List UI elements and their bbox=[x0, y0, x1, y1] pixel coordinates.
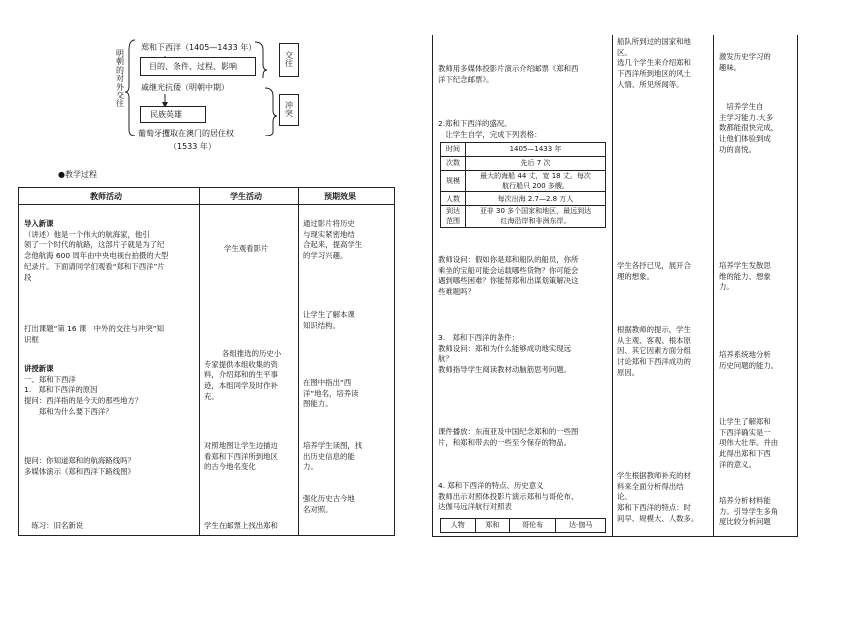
grand-table-label: 到达 范围 bbox=[441, 206, 466, 227]
c2-line: 人情、所见所闻等。 bbox=[617, 79, 684, 89]
intro-title: 导入新课 bbox=[24, 219, 54, 228]
student-expert bbox=[204, 349, 296, 403]
effect-5 bbox=[303, 494, 391, 515]
effect-line: 强化历史古今地 bbox=[303, 494, 355, 503]
c2-analyze bbox=[617, 325, 711, 379]
diagram-resist-line: 戚继光抗倭（明朝中期） bbox=[141, 83, 229, 92]
grand-table-value: 亚非 30 多个国家和地区，最远到达 红海沿岸和非洲东岸。 bbox=[466, 206, 606, 227]
student-expert-line: 迹，本组同学及时作补 bbox=[204, 381, 278, 391]
c3-line: 让学生了解郑和 bbox=[719, 417, 771, 426]
c3-r3 bbox=[719, 261, 795, 293]
c2-line: 理的想象。 bbox=[617, 271, 654, 281]
c2-line: 原因。 bbox=[617, 367, 640, 377]
c2-line: 因、其它因素方面分组 bbox=[617, 346, 691, 356]
c3-line: 洋的意义。 bbox=[719, 459, 756, 469]
student-stamp: 学生在邮票上找出郑和 bbox=[204, 521, 278, 530]
grand-table-value: 每次出海 2.7—2.8 万人 bbox=[466, 192, 606, 206]
topic-line: 识框 bbox=[24, 334, 39, 344]
design1-line: 些难题吗？ bbox=[438, 287, 475, 297]
compare-header: 哥伦布 bbox=[510, 519, 556, 533]
design1-line: 教师设问：假如你是郑和船队的船员，你所 bbox=[438, 255, 579, 264]
student-map-line: 的古今地名变化 bbox=[204, 462, 256, 472]
grand-table-value: 1405—1433 年 bbox=[466, 143, 606, 157]
features-block bbox=[438, 481, 610, 513]
c2-line: 学生各抒已见，展开合 bbox=[617, 261, 691, 270]
diagram-hero-box bbox=[140, 106, 206, 123]
grand-table-row bbox=[441, 171, 606, 192]
compare-header: 人物 bbox=[441, 519, 476, 533]
diagram-conflict-text: 冲突 bbox=[285, 101, 293, 119]
compare-header: 达·伽马 bbox=[556, 519, 606, 533]
c2-line: 论。 bbox=[617, 492, 632, 502]
intro-line: （讲述）他是一个伟大的航海家，他引 bbox=[24, 229, 150, 239]
route-line: 多媒体演示《郑和西洋下路线图》 bbox=[24, 466, 135, 476]
topic-line: 打出课题“第 16 课 中外的交往与冲突”知 bbox=[24, 324, 165, 333]
c3-line: 培养学生发散思 bbox=[719, 261, 771, 270]
c3-line: 趣味。 bbox=[719, 62, 742, 72]
topic-block bbox=[24, 324, 196, 345]
c3-line: 激发历史学习的 bbox=[719, 52, 771, 61]
effect-4 bbox=[303, 441, 391, 473]
video-block bbox=[438, 427, 610, 448]
c3-line: 数都能很快完成， bbox=[719, 123, 779, 133]
diagram-portugal-year: （1533 年） bbox=[169, 142, 216, 151]
outline-line: 提问：西洋指的是今天的那些地方？ bbox=[24, 396, 143, 406]
compare-table bbox=[440, 518, 606, 533]
c2-line: 讨论郑和下西洋成功的 bbox=[617, 357, 691, 367]
c3-line: 主学习能力.大多 bbox=[719, 112, 774, 122]
c3-line: 培养学生自 bbox=[719, 102, 764, 111]
c2-line: 船队所到过的国家和地 bbox=[617, 37, 691, 46]
effect-line: 知识结构。 bbox=[303, 320, 340, 330]
left-header-teacher: 教师活动 bbox=[90, 192, 122, 201]
left-teacher-column bbox=[24, 219, 196, 283]
grand-table-label: 规模 bbox=[441, 171, 466, 192]
diagram-voyage-box bbox=[140, 57, 256, 76]
c2-line: 根据教师的提示，学生 bbox=[617, 325, 691, 334]
student-watch: 学生观看影片 bbox=[224, 244, 269, 253]
media-line: 教师用多媒体投影片演示介绍邮票《郑和西 bbox=[438, 64, 579, 73]
video-line: 课件播放：东南亚及中国纪念郑和的一些图 bbox=[438, 427, 579, 436]
practice-line: 练习：旧名新说 bbox=[24, 521, 84, 530]
c2-line: 间早、规模大、人数多。 bbox=[617, 513, 699, 523]
grand-occasion-table bbox=[440, 142, 606, 228]
c3-r4 bbox=[719, 350, 795, 371]
effect-line: 合起来，提高学生 bbox=[303, 240, 363, 250]
diagram-portugal-line: 葡萄牙攫取在澳门的居住权 bbox=[138, 129, 234, 138]
c2-imagine bbox=[617, 261, 711, 282]
c3-r5 bbox=[719, 417, 795, 471]
c3-line: 此得出郑和下西 bbox=[719, 449, 771, 459]
outline-line: 1. 郑和下西洋的原因 bbox=[24, 385, 98, 395]
student-map-line: 对照地图让学生边描边 bbox=[204, 441, 278, 450]
new-lesson-title: 讲授新课 bbox=[24, 364, 54, 373]
grand-table-label: 时间 bbox=[441, 143, 466, 157]
c2-line: 区。 bbox=[617, 47, 632, 57]
c2-top bbox=[617, 37, 711, 91]
route-line: 提问：你知道郑和的航海路线吗？ bbox=[24, 456, 135, 465]
c3-line: 度比较分析问题 bbox=[719, 517, 771, 527]
effect-line: 培养学生读图，找 bbox=[303, 441, 363, 450]
design1-line: 乘坐的宝船可能会运载哪些货物？你可能会 bbox=[438, 265, 579, 275]
effect-line: 让学生了解本课 bbox=[303, 310, 355, 319]
effect-line: 图能力。 bbox=[303, 399, 333, 409]
grand-table-value: 最大的海船 44 丈，宽 18 丈。每次 航行船只 200 多艘。 bbox=[466, 171, 606, 192]
grand-sub: 让学生自学，完成下列表格： bbox=[438, 130, 542, 139]
left-header-effect: 预期效果 bbox=[324, 192, 356, 201]
grand-table-row bbox=[441, 206, 606, 227]
c3-line: 功的喜悦。 bbox=[719, 144, 756, 154]
condition-line: 教师指导学生阅读教材动脑筋思考问题。 bbox=[438, 365, 572, 375]
grand-title: 2.郑和下西洋的盛况。 bbox=[438, 119, 512, 128]
diagram-voyage-box-text: 目的、条件、过程、影响 bbox=[149, 62, 237, 71]
features-line: 达伽马远洋航行对照表 bbox=[438, 502, 512, 512]
grand-table-label: 人数 bbox=[441, 192, 466, 206]
media-line: 洋下纪念邮票》。 bbox=[438, 74, 494, 84]
c3-line: 培养系统地分析 bbox=[719, 350, 771, 359]
student-expert-line: 料，介绍郑和的生平事 bbox=[204, 370, 278, 380]
c3-line: 维的能力、想象 bbox=[719, 271, 771, 281]
effect-line: 出历史信息的能 bbox=[303, 451, 355, 461]
effect-1 bbox=[303, 219, 391, 262]
effect-line: 的学习兴趣。 bbox=[303, 251, 348, 261]
diagram-hero-text: 民族英雄 bbox=[150, 110, 182, 119]
student-expert-line: 各组推选的历史小 bbox=[222, 349, 282, 358]
outline-line: 一、郑和下西洋 bbox=[24, 374, 76, 384]
c3-r6 bbox=[719, 496, 795, 528]
c2-line: 郑和下西洋的特点：时 bbox=[617, 503, 691, 513]
diagram-voyage-line: 郑和下西洋（1405—1433 年） bbox=[141, 43, 257, 52]
effect-line: 在图中指出“西 bbox=[303, 378, 352, 387]
effect-line: 力。 bbox=[303, 462, 318, 472]
condition-line: 航？ bbox=[438, 354, 453, 364]
student-expert-line: 专家提供本组收集的资 bbox=[204, 359, 278, 369]
design1-block bbox=[438, 255, 610, 298]
media-block bbox=[438, 64, 610, 85]
student-expert-line: 充。 bbox=[204, 391, 219, 401]
c3-line: 力。引导学生多角 bbox=[719, 506, 779, 516]
effect-line: 名对照。 bbox=[303, 504, 333, 514]
c2-line: 选几个学生来介绍郑和 bbox=[617, 58, 691, 68]
c3-line: 力。 bbox=[719, 282, 734, 292]
c3-line: 培养分析材料能 bbox=[719, 496, 771, 505]
condition-line: 教师设问：郑和为什么能够成功地实现远 bbox=[438, 343, 572, 353]
intro-line: 段 bbox=[24, 272, 32, 282]
c2-line: 下西洋所到地区的风土 bbox=[617, 69, 691, 79]
new-lesson-block bbox=[24, 364, 196, 418]
diagram-exchange-box bbox=[279, 43, 299, 77]
c3-line: 项伟大壮举。并由 bbox=[719, 438, 779, 448]
condition-line: 3. 郑和下西洋的条件： bbox=[438, 333, 519, 342]
process-heading: ●教学过程 bbox=[58, 170, 97, 179]
grand-table-row bbox=[441, 192, 606, 206]
intro-line: 念他航海 600 周年由中央电视台拍摄的大型 bbox=[24, 251, 169, 261]
c2-line: 从主观、客观、根本原 bbox=[617, 335, 691, 345]
c3-r1 bbox=[719, 52, 795, 73]
intro-line: 领了一个时代的航路，这部片子就是为了纪 bbox=[24, 240, 165, 250]
effect-line: 与现实紧密地结 bbox=[303, 229, 355, 239]
intro-line: 纪录片。下面请同学们观看“郑和下西洋”片 bbox=[24, 261, 165, 271]
c2-line: 料来全面分析得出结 bbox=[617, 481, 684, 491]
grand-table-label: 次数 bbox=[441, 157, 466, 171]
diagram-conflict-box bbox=[279, 94, 299, 126]
grand-table-row bbox=[441, 157, 606, 171]
outline-line: 郑和为什么要下西洋？ bbox=[24, 406, 113, 416]
design1-line: 遇到哪些困难？你能帮郑和出谋划策解决这 bbox=[438, 276, 579, 286]
student-map bbox=[204, 441, 296, 473]
effect-line: 通过影片将历史 bbox=[303, 219, 355, 228]
route-block bbox=[24, 456, 196, 477]
c2-line: 学生根据教师补充的材 bbox=[617, 471, 691, 480]
compare-header: 郑和 bbox=[475, 519, 510, 533]
features-line: 教师出示对照体投影片演示郑和与哥伦布、 bbox=[438, 491, 579, 501]
grand-table-row bbox=[441, 143, 606, 157]
c3-r2 bbox=[719, 102, 795, 156]
diagram-vertical-label: 明朝的对外交往 bbox=[116, 49, 124, 109]
video-line: 片，和郑和带去的一些至今保存的物品。 bbox=[438, 437, 572, 447]
c2-supplement bbox=[617, 471, 711, 525]
grand-table-value: 先后 7 次 bbox=[466, 157, 606, 171]
condition-block bbox=[438, 333, 610, 376]
effect-2 bbox=[303, 310, 391, 331]
effect-line: 洋”地名，培养读 bbox=[303, 388, 359, 398]
features-line: 4. 郑和下西洋的特点、历史意义 bbox=[438, 481, 544, 490]
c3-line: 下西洋确实是一 bbox=[719, 427, 771, 437]
c3-line: 历史问题的能力。 bbox=[719, 360, 779, 370]
student-map-line: 看郑和下西洋所到地区 bbox=[204, 451, 278, 461]
c3-line: 让他们体验到成 bbox=[719, 134, 771, 144]
left-header-student: 学生活动 bbox=[230, 192, 262, 201]
diagram-exchange-text: 交往 bbox=[285, 51, 293, 69]
effect-3 bbox=[303, 378, 391, 410]
